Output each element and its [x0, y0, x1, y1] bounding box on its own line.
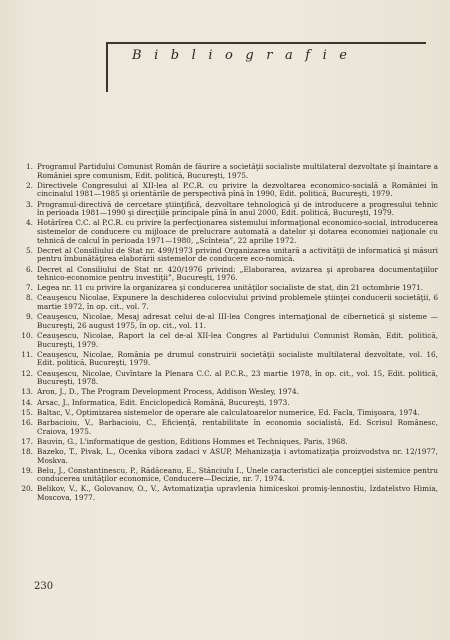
- header-rule-horizontal: [106, 42, 426, 44]
- ref-number: 2.: [26, 180, 33, 190]
- list-item: [18, 247, 438, 264]
- ref-text: Ceauşescu, Nicolae, Mesaj adresat celui de-al III-lea Congres internaţional de cibernetică şi sisteme — Bucureşti, 26 august 1975, în op. cit., vol. 11.: [37, 312, 438, 330]
- list-item: [18, 409, 438, 418]
- ref-text: Belikov, V., K., Golovanov, O., V., Avtomatizaţia upravlenia himiceskoi promiş-lennostiu, Izdatelstvo Himia, Moscova, 1977.: [37, 484, 438, 503]
- ref-number: 11.: [21, 349, 33, 359]
- ref-text: Decret al Consiliului de Stat nr. 420/1976 privind: „Elaborarea, avizarea şi aprobarea documentaţiilor tehnico-economice pentru investiţii”, Bucureşti, 1976.: [37, 264, 438, 283]
- ref-text: Hotărîrea C.C. al P.C.R. cu privire la perfecţionarea sistemului informaţional economico-social, introducerea sistemelor de conducere cu mijloace de prelucrare automată a datelor şi dotarea economiei naţionale cu tehnică de calcul în perioada 1971—1980, „Scînteia”, 22 aprilie 1972.: [37, 218, 438, 245]
- ref-number: 17.: [21, 436, 33, 446]
- ref-number: 19.: [21, 465, 33, 475]
- ref-number: 16.: [21, 417, 33, 427]
- list-item: [18, 351, 438, 368]
- ref-number: 1.: [26, 162, 33, 171]
- ref-number: 18.: [21, 446, 33, 456]
- section-title: B i b l i o g r a f i e: [132, 48, 352, 63]
- ref-number: 7.: [26, 283, 33, 293]
- list-item: [18, 294, 438, 311]
- ref-text: Ceauşescu, Nicolae, Cuvîntare la Plenara C.C. al P.C.R., 23 martie 1978, în op. cit., vol. 15, Edit. politică, Bucureşti, 1978.: [37, 368, 438, 387]
- page-number: 230: [34, 581, 54, 592]
- ref-number: 20.: [21, 484, 33, 494]
- ref-text: Legea nr. 11 cu privire la organizarea şi conducerea unităţilor socialiste de stat, din 21 octombrie 1971.: [37, 283, 424, 293]
- list-item: [18, 266, 438, 283]
- ref-number: 4.: [26, 218, 33, 228]
- section-header: [106, 42, 426, 92]
- ref-text: Barbacioiu, V., Barbacioiu, C., Eficienţă, rentabilitate în economia socialistă, Ed. Scrisul Românesc, Craiova, 1975.: [37, 417, 438, 436]
- ref-text: Directivele Congresului al XII-lea al P.C.R. cu privire la dezvoltarea economico-socială a României în cincinalul 1981—1985 şi orientările de perspectivă pînă în 1990, Edit. politică, Bucureşti, 1979.: [37, 180, 438, 199]
- ref-number: 3.: [26, 199, 33, 209]
- ref-number: 6.: [26, 264, 33, 274]
- list-item: [18, 284, 438, 293]
- ref-number: 12.: [21, 368, 33, 378]
- ref-text: Arsac, J., Informatica, Edit. Enciclopedică Română, Bucureşti, 1973.: [37, 397, 290, 407]
- list-item: [18, 448, 438, 465]
- ref-text: Bauvin, G., L'informatique de gestion, Editions Hommes et Techniques, Paris, 1968.: [37, 436, 348, 446]
- ref-text: Programul-directivă de cercetare ştiinţifică, dezvoltare tehnologică şi de introducere a progresului tehnic în perioada 1981—1990 şi direcţiile principale pînă în anul 2000, Edit. politică, Bucureşti, 1979.: [37, 199, 438, 218]
- ref-text: Bazeko, T., Pivak, L., Ocenka vibora zadaci v ASUP, Mehanizaţia i avtomatizaţia proizvodstva nr. 12/1977, Moskva.: [37, 446, 438, 465]
- bibliography-list: [18, 163, 438, 504]
- ref-number: 15.: [21, 407, 33, 417]
- list-item: [18, 399, 438, 408]
- ref-number: 14.: [21, 397, 33, 407]
- ref-number: 13.: [21, 387, 33, 397]
- ref-text: Ceauşescu, Nicolae, România pe drumul construirii societăţii socialiste multilateral dezvoltate, vol. 16, Edit. politică, Bucureşti, 1979.: [37, 349, 438, 368]
- ref-number: 10.: [21, 331, 33, 341]
- ref-text: Decret al Consiliului de Stat nr. 499/1973 privind Organizarea unitară a activităţii de informatică şi măsuri pentru îmbunătăţirea elaborării sistemelor de conducere eco-nomică.: [37, 245, 438, 264]
- list-item: [18, 388, 438, 397]
- list-item: [18, 332, 438, 349]
- ref-number: 9.: [26, 312, 33, 322]
- list-item: [18, 370, 438, 387]
- list-item: [18, 313, 438, 330]
- ref-text: Baltac, V., Optimizarea sistemelor de operare ale calculatoarelor numerice, Ed. Facla, Timişoara, 1974.: [37, 407, 420, 417]
- header-rule-vertical: [106, 42, 108, 92]
- ref-text: Belu, J., Constantinescu, P., Rădăceanu, E., Stănciulu I., Unele caracteristici ale concepţiei sistemice pentru conducerea unităţilor economice, Conducere—Decizie, nr. 7, 1974.: [37, 465, 438, 484]
- list-item: [18, 419, 438, 436]
- ref-text: Aron, J., D., The Program Development Process, Addison Wesley, 1974.: [37, 387, 300, 397]
- list-item: [18, 438, 438, 447]
- list-item: [18, 163, 438, 180]
- ref-text: Ceauşescu Nicolae, Expunere la deschiderea colocviului privind problemele ştiinţei conducerii societăţii, 6 martie 1972, în op. cit., vol. 7.: [37, 293, 438, 312]
- ref-number: 5.: [26, 245, 33, 255]
- ref-text: Programul Partidului Comunist Român de făurire a societăţii socialiste multilateral dezvoltate şi înaintare a României spre comunism, Edit. politică, Bucureşti, 1975.: [37, 162, 438, 180]
- ref-text: Ceauşescu, Nicolae, Raport la cel de-al XII-lea Congres al Partidului Comunist Român, Edit. politică, Bucureşti, 1979.: [37, 331, 438, 349]
- ref-number: 8.: [26, 293, 33, 303]
- list-item: [18, 201, 438, 218]
- list-item: [18, 219, 438, 245]
- list-item: [18, 182, 438, 199]
- list-item: [18, 485, 438, 502]
- list-item: [18, 467, 438, 484]
